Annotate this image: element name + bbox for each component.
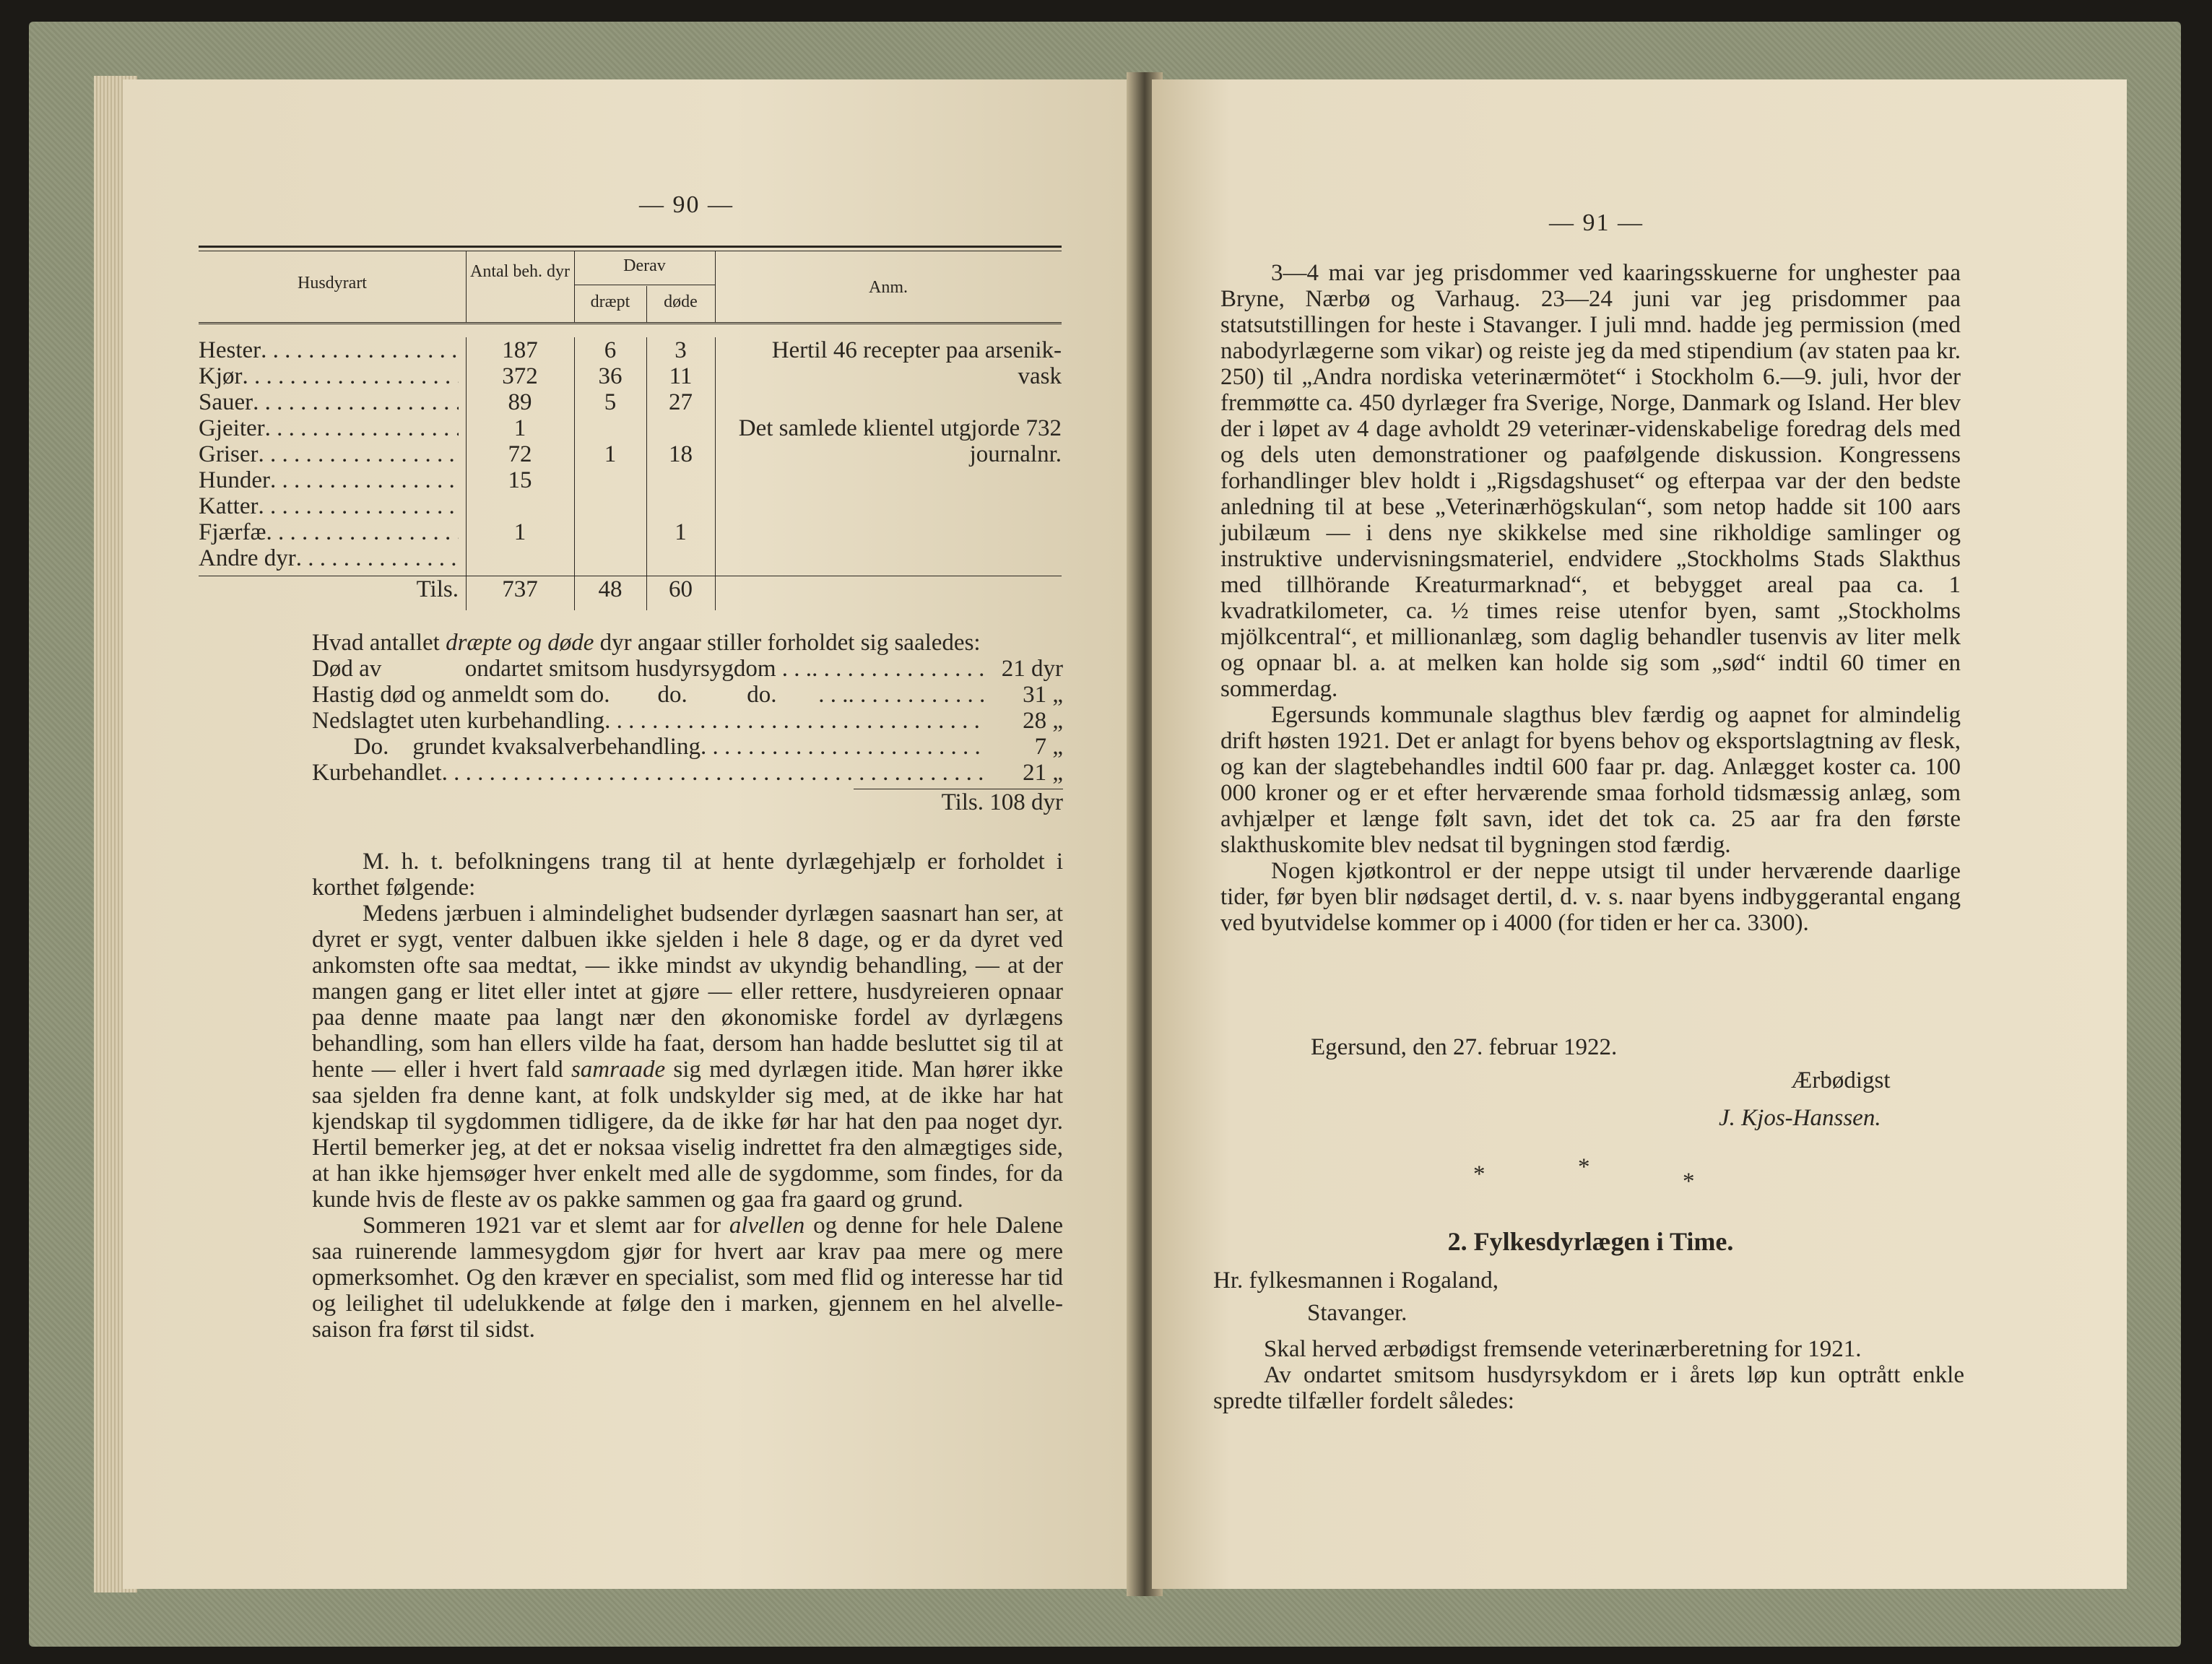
section-heading: 2. Fylkesdyrlægen i Time.: [1447, 1227, 1734, 1256]
row-antal: 187: [502, 337, 538, 363]
header-derav: Derav: [623, 256, 666, 275]
paragraph-text: Medens jærbuen i almindelighet budsender dyrlægen saasnart han ser, at dyret er sygt, venter dalbuen ikke sjelden i hele 8 dage, og er da dyret ved ankomsten ofte saa medtat, — ikke mindst av ukyndig behandling, — at der mangen gang er litet eller intet at gjøre — eller rettere, husdyreieren opnaar paa denne maate paa langt nær den økonomiske fordel av dyrlægens behandling, som han ellers vilde ha faat, dersom han hadde besluttet sig til at hente — eller i hvert fald: [312, 901, 1063, 1083]
anm-text: journalnr.: [969, 441, 1062, 467]
summary-line: [312, 708, 1063, 734]
body-divider: [466, 576, 467, 602]
row-antal: 1: [513, 519, 526, 545]
address-line: Hr. fylkesmannen i Rogaland,: [1213, 1268, 1499, 1294]
header-divider: [574, 251, 575, 322]
row-dode: 1: [675, 519, 687, 545]
row-name: Sauer: [199, 389, 253, 415]
header-antal: Antal beh. dyr: [470, 262, 570, 281]
body-divider: [715, 576, 716, 602]
summary-intro: [312, 630, 1063, 656]
address-city: Stavanger.: [1307, 1300, 1408, 1326]
paragraph-text: og denne for hele Dalene saa ruinerende lammesygdom gjør for hvert aar krav paa mere og mere opmerksomhet. Og den kræver en specialist, som med flid og interesse har tid og leilighet til udelukkende at følge den i marken, gjennem en hel alvelle-saison fra først til sidst.: [312, 1213, 1063, 1343]
header-divider: [466, 251, 467, 322]
summary-total: Tils. 108 dyr: [854, 789, 1063, 815]
summary-intro-emphasis: dræpte og døde: [446, 630, 594, 656]
paragraph-emphasis: alvellen: [729, 1213, 805, 1239]
summary-intro-text: dyr angaar stiller forholdet sig saaledes:: [594, 630, 981, 656]
row-name: Kjør: [199, 363, 243, 389]
summary-line: [312, 682, 1063, 708]
header-divider: [646, 286, 647, 322]
summary-value: 21 „: [1023, 760, 1063, 786]
summary-label: Nedslagtet uten kurbehandling: [312, 708, 605, 734]
left-page-number: — 90 —: [639, 191, 734, 218]
table-row: [199, 493, 1062, 519]
total-dode: 60: [669, 576, 693, 602]
row-dode: 18: [669, 441, 693, 467]
row-draept: 6: [604, 337, 617, 363]
row-name: Andre dyr: [199, 545, 296, 571]
table-row: [199, 441, 1062, 467]
total-label: Tils.: [416, 576, 459, 602]
summary-label: Død av ondartet smitsom husdyrsygdom . . .: [312, 656, 812, 682]
table-header: [199, 251, 1062, 324]
header-husdyrart: Husdyrart: [298, 274, 367, 292]
summary-line: [312, 760, 1063, 786]
summary-label: Do. grundet kvaksalverbehandling: [312, 734, 701, 760]
summary-block: [312, 630, 1063, 815]
paragraph: M. h. t. befolkningens trang til at hente dyrlægehjælp er forholdet i korthet følgende:: [312, 849, 1063, 901]
table-row: [199, 467, 1062, 493]
row-name: Gjeiter: [199, 415, 265, 441]
table-body: [199, 337, 1062, 602]
separator-star: *: [1683, 1169, 1695, 1195]
paragraph: [312, 1213, 1063, 1343]
row-draept: 1: [604, 441, 617, 467]
row-dode: 11: [669, 363, 693, 389]
summary-value: 21 dyr: [1001, 656, 1063, 682]
paragraph-text: sig med dyrlægen itide. Man hører ikke saa sjelden fra denne kant, at folk undskylder sig med, at de ikke har hat kjendskap til sygdommen tidligere, da de ikke før har hat den paa noget dyr. Hertil bemerker jeg, at det er noksaa viselig indrettet fra den almægtiges side, at han ikke hjemsøger hver enkelt med alle de sygdomme, som findes, for da kunde hvis de fleste av os pakke sammen og gaa fra gaard og grund.: [312, 1057, 1063, 1213]
summary-label: Hastig død og anmeldt som do. do. do. . . .: [312, 682, 849, 708]
paragraph: Egersunds kommunale slagthus blev færdig og aapnet for almindelig drift høsten 1921. Det er anlagt for byens behov og eksportslagtning av flesk, og kan der slagtebehandles indtil 600 faar pr. dag. Anlægget koster ca. 100 000 kroner og er et efter herværende smaa forhold tidsmæssig anlæg, som avhjælper et længe følt savn, idet det tok ca. 25 aar fra den første slakthuskomite blev nedsat til bygningen stod færdig.: [1220, 702, 1961, 858]
anm-text: vask: [1018, 363, 1062, 389]
table-row: [199, 337, 1062, 363]
paragraph-emphasis: samraade: [571, 1057, 666, 1083]
summary-intro-text: Hvad antallet: [312, 630, 446, 656]
table-row: [199, 545, 1062, 571]
header-draept: dræpt: [590, 292, 630, 311]
table-row: [199, 363, 1062, 389]
closing: Ærbødigst: [1791, 1067, 1891, 1093]
summary-label: Kurbehandlet: [312, 760, 442, 786]
anm-text: Det samlede klientel utgjorde 732: [738, 415, 1062, 441]
summary-value: 7 „: [1034, 734, 1063, 760]
row-dode: 3: [675, 337, 687, 363]
table-row: [199, 415, 1062, 441]
table-row: [199, 389, 1062, 415]
separator-star: *: [1473, 1161, 1485, 1187]
paragraph: [312, 901, 1063, 1213]
row-antal: 1: [513, 415, 526, 441]
paragraph: Skal herved ærbødigst fremsende veterinærberetning for 1921.: [1264, 1336, 1862, 1362]
summary-value: 28 „: [1023, 708, 1063, 734]
row-name: Hester: [199, 337, 261, 363]
row-name: Katter: [199, 493, 259, 519]
row-draept: 5: [604, 389, 617, 415]
summary-line: [312, 734, 1063, 760]
table-top-rule: [199, 246, 1062, 251]
dateline: Egersund, den 27. februar 1922.: [1311, 1034, 1618, 1060]
livestock-table: [199, 246, 1062, 602]
table-row: [199, 519, 1062, 545]
body-divider: [574, 576, 575, 602]
row-name: Fjærfæ: [199, 519, 266, 545]
separator-star: *: [1578, 1154, 1590, 1180]
summary-line: [312, 656, 1063, 682]
anm-text: Hertil 46 recepter paa arsenik-: [771, 337, 1062, 363]
row-name: Griser: [199, 441, 259, 467]
row-name: Hunder: [199, 467, 270, 493]
row-antal: 15: [508, 467, 532, 493]
row-draept: 36: [598, 363, 623, 389]
table-total-row: [199, 576, 1062, 602]
paragraph: 3—4 mai var jeg prisdommer ved kaaringsskuerne for unghester paa Bryne, Nærbø og Varhaug. 23—24 juni var jeg prisdommer paa statsutstillingen for heste i Stavanger. I juli mnd. hadde jeg permission (med nabodyrlægerne som vikar) og reiste jeg da med stipendium (av staten paa kr. 250) til „Andra nordiska veterinærmötet“ i Stockholm 6.—9. juli, hvor der fremmøtte ca. 450 dyrlæger fra Sverige, Norge, Danmark og Island. Her blev der i løpet av 4 dage avholdt 29 veterinær-videnskabelige foredrag dels med og dels uten demonstrationer og paafølgende diskussion. Kongressens forhandlinger blev holdt i „Rigsdagshuset“ og efterpaa var der den bedste anledning til at bese „Veterinærhögskulan“, som netop hadde sit 100 aars jubilæum — i dens nye skikkelse med sine rikholdige samlinger og instruktive undervisningsmateriel, endvidere „Stockholms Stads Slakthus med tillhörande Kreaturmarknad“, et bebygget areal paa ca. 1 kvadratkilometer, ca. ½ times reise utenfor byen, samt „Stockholms mjölkcentral“, et millionanlæg, som daglig behandler tusenvis av liter melk og opnaar bl. a. at melken kan holde sig som „sød“ indtil 60 timer en sommerdag.: [1220, 260, 1961, 702]
paragraph-text: Sommeren 1921 var et slemt aar for: [363, 1213, 729, 1239]
row-antal: 372: [502, 363, 538, 389]
total-antal: 737: [502, 576, 538, 602]
right-closing-text: [1213, 1336, 1964, 1414]
signature: J. Kjos-Hanssen.: [1719, 1105, 1881, 1131]
paragraph: Av ondartet smitsom husdyrsykdom er i årets løp kun optrått enkle spredte tilfæller fordelt således:: [1213, 1362, 1964, 1414]
header-anm: Anm.: [869, 278, 908, 297]
header-divider: [715, 251, 716, 322]
paragraph: Nogen kjøtkontrol er der neppe utsigt til under herværende daarlige tider, før byen blir nødsaget dertil, d. v. s. naar byens indbyggerantal engang ved byutvidelse kommer op i 4000 (for tiden er her ca. 3300).: [1220, 858, 1961, 936]
total-draept: 48: [598, 576, 623, 602]
row-dode: 27: [669, 389, 693, 415]
row-antal: 72: [508, 441, 532, 467]
right-page-number: — 91 —: [1549, 209, 1644, 236]
row-antal: 89: [508, 389, 532, 415]
header-dode: døde: [664, 292, 698, 311]
right-body-text: [1220, 260, 1961, 936]
body-divider: [646, 576, 647, 602]
left-body-text: [312, 849, 1063, 1343]
summary-value: 31 „: [1023, 682, 1063, 708]
